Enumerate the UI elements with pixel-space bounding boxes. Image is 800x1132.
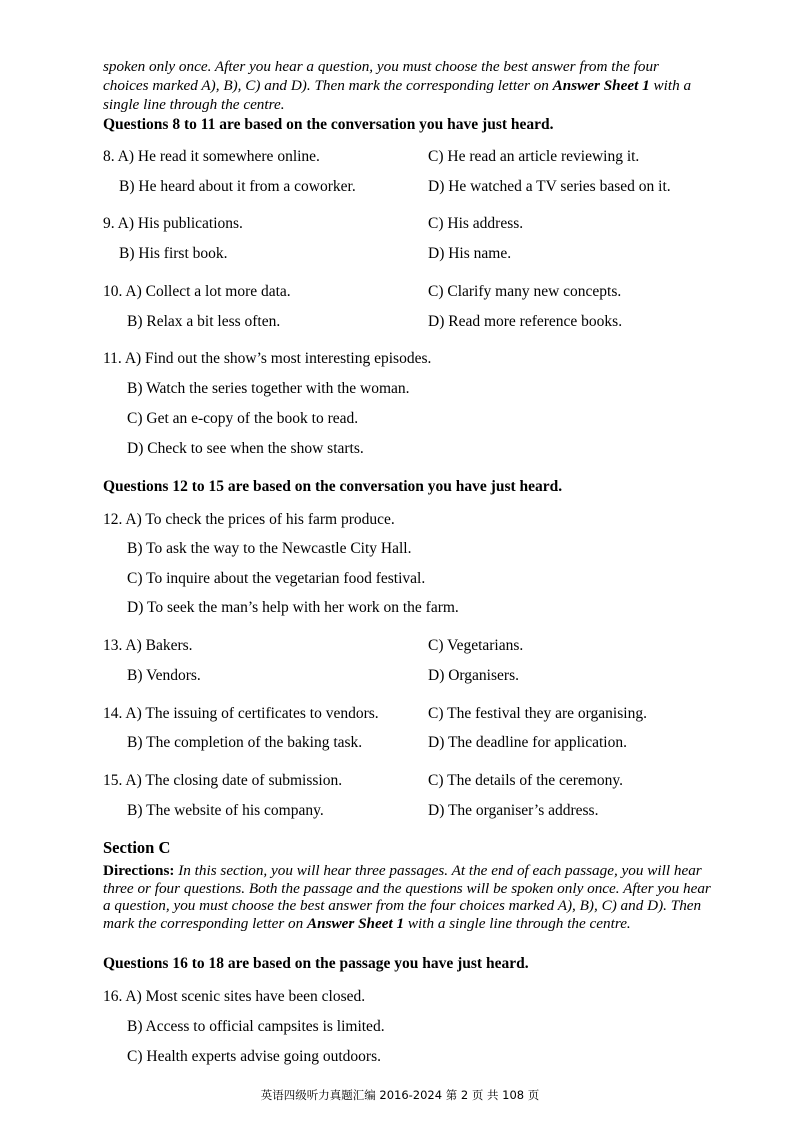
q13-option-b: B) Vendors.	[127, 667, 201, 684]
answer-sheet-reference: Answer Sheet 1	[552, 77, 650, 94]
q9-option-a: 9. A) His publications.	[103, 215, 243, 232]
group-heading-8-11: Questions 8 to 11 are based on the conversation you have just heard.	[103, 116, 554, 133]
q16-option-b: B) Access to official campsites is limited.	[127, 1018, 385, 1035]
q8-option-a: 8. A) He read it somewhere online.	[103, 148, 320, 165]
q11-option-d: D) Check to see when the show starts.	[127, 440, 364, 457]
q8-option-d: D) He watched a TV series based on it.	[428, 178, 671, 195]
section-c-directions: Directions: In this section, you will hear three passages. At the end of each passage, you will hear three or four questions. Both the passage and the questions will be spoken only once. After you hear a question, you must choose the best answer from the four choices marked A), B), C) and D). Then mark the corresponding letter on Answer Sheet 1 with a single line through the centre.	[103, 862, 711, 932]
q14-option-d: D) The deadline for application.	[428, 734, 627, 751]
group-heading-16-18: Questions 16 to 18 are based on the passage you have just heard.	[103, 955, 529, 972]
q9-option-c: C) His address.	[428, 215, 524, 232]
q15-option-d: D) The organiser’s address.	[428, 802, 599, 819]
q10-option-b: B) Relax a bit less often.	[127, 313, 281, 330]
q12-option-d: D) To seek the man’s help with her work on the farm.	[127, 599, 459, 616]
q14-option-a: 14. A) The issuing of certificates to vendors.	[103, 705, 379, 722]
q8-option-c: C) He read an article reviewing it.	[428, 148, 640, 165]
directions-label: Directions:	[103, 862, 175, 879]
q16-option-a: 16. A) Most scenic sites have been closed.	[103, 988, 366, 1005]
q8-option-b: B) He heard about it from a coworker.	[119, 178, 356, 195]
q12-option-a: 12. A) To check the prices of his farm produce.	[103, 511, 395, 528]
q15-option-b: B) The website of his company.	[127, 802, 324, 819]
q10-option-d: D) Read more reference books.	[428, 313, 623, 330]
q11-option-a: 11. A) Find out the show’s most interesting episodes.	[103, 350, 432, 367]
q11-option-c: C) Get an e-copy of the book to read.	[127, 410, 359, 427]
answer-sheet-reference: Answer Sheet 1	[307, 914, 405, 932]
q13-option-c: C) Vegetarians.	[428, 637, 524, 654]
q13-option-a: 13. A) Bakers.	[103, 637, 193, 654]
q10-option-c: C) Clarify many new concepts.	[428, 283, 622, 300]
part-b-directions-continued: spoken only once. After you hear a question, you must choose the best answer from the four choices marked A), B), C) and D). Then mark the corresponding letter on Answer Sheet 1 with a single line through the centre.	[103, 58, 692, 113]
page-footer: 英语四级听力真题汇编 2016-2024 第 2 页 共 108 页	[260, 1088, 540, 1102]
q9-option-b: B) His first book.	[119, 245, 228, 262]
q11-option-b: B) Watch the series together with the woman.	[127, 380, 410, 397]
q15-option-c: C) The details of the ceremony.	[428, 772, 623, 789]
q10-option-a: 10. A) Collect a lot more data.	[103, 283, 291, 300]
section-c-title: Section C	[103, 838, 171, 857]
group-heading-12-15: Questions 12 to 15 are based on the conversation you have just heard.	[103, 478, 563, 495]
q9-option-d: D) His name.	[428, 245, 512, 262]
q12-option-c: C) To inquire about the vegetarian food festival.	[127, 570, 426, 587]
q12-option-b: B) To ask the way to the Newcastle City Hall.	[127, 540, 412, 557]
q14-option-b: B) The completion of the baking task.	[127, 734, 363, 751]
q16-option-c: C) Health experts advise going outdoors.	[127, 1048, 381, 1065]
q14-option-c: C) The festival they are organising.	[428, 705, 647, 722]
q15-option-a: 15. A) The closing date of submission.	[103, 772, 343, 789]
q13-option-d: D) Organisers.	[428, 667, 519, 684]
